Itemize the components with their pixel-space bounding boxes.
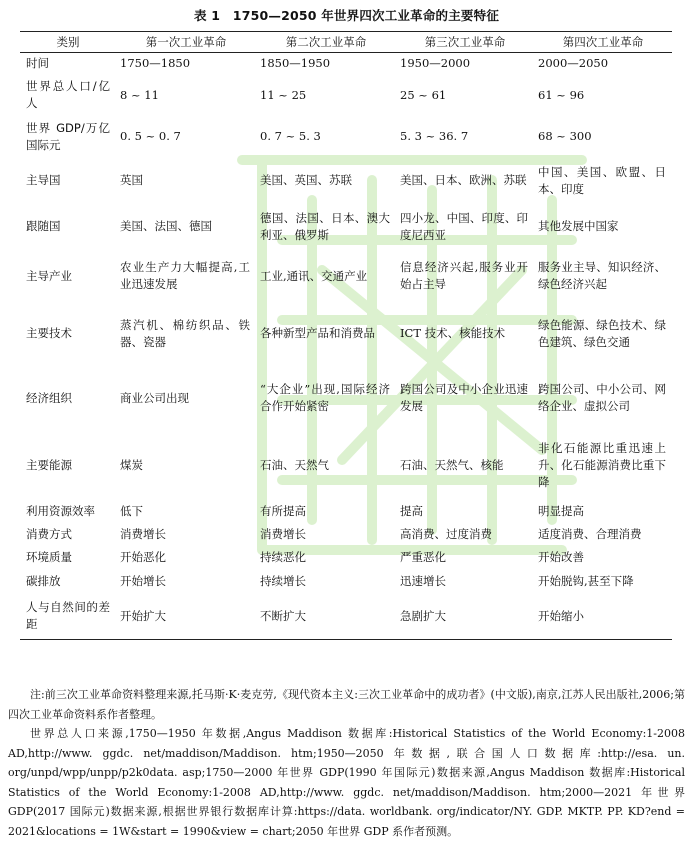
table-cell: 5. 3 ~ 36. 7: [400, 129, 469, 143]
table-cell: 信息经济兴起,服务业开始占主导: [400, 260, 528, 291]
table-cell: 11 ~ 25: [260, 87, 307, 102]
table-cell: 有所提高: [260, 503, 306, 518]
table-cell: 石油、天然气: [260, 458, 329, 472]
table-cell: 1850—1950: [260, 56, 331, 71]
table-cell: 严重恶化: [400, 549, 446, 564]
table-cell: 英国: [120, 173, 143, 187]
table-cell: 25 ~ 61: [400, 87, 447, 102]
table-row: [20, 116, 672, 158]
header-category: 类别: [56, 34, 80, 49]
table-cell: 服务业主导、知识经济、绿色经济兴起: [538, 260, 666, 291]
table-row: [20, 365, 672, 432]
table-cell: 61 ~ 96: [538, 87, 585, 102]
table-cell: 1950—2000: [400, 56, 471, 71]
table-cell: 持续恶化: [260, 549, 306, 564]
note-paragraph: 注:前三次工业革命资料整理来源,托马斯·K·麦克劳,《现代资本主义:三次工业革命中的成功者》(中文版),南京,江苏人民出版社,2006;第四次工业革命资料系作者整理。: [8, 688, 685, 721]
row-label: 时间: [26, 56, 49, 71]
table-cell: 急剧扩大: [400, 608, 446, 623]
table-cell: “大企业”出现,国际经济合作开始紧密: [260, 382, 390, 413]
table-notes: [8, 685, 685, 841]
table-cell: 其他发展中国家: [538, 219, 619, 233]
table-cell: 美国、英国、苏联: [260, 173, 352, 187]
table-cell: 高消费、过度消费: [400, 526, 492, 541]
table-cell: 蒸汽机、棉纺织品、铁器、瓷器: [120, 317, 250, 349]
table-row: [20, 75, 672, 116]
row-label: 人与自然间的差距: [26, 600, 110, 632]
row-label: 世界 GDP/万亿国际元: [26, 120, 110, 152]
table-row: [20, 303, 672, 365]
header-third-revolution: 第三次工业革命: [424, 34, 506, 49]
row-label: 利用资源效率: [26, 503, 95, 518]
table-cell: 德国、法国、日本、澳大利亚、俄罗斯: [260, 210, 390, 242]
table-row: [20, 53, 672, 75]
table-cell: 迅速增长: [400, 573, 446, 588]
table-header-row: [20, 32, 672, 53]
header-fourth-revolution: 第四次工业革命: [562, 34, 644, 49]
table-cell: 消费增长: [120, 526, 166, 541]
table-cell: 跨国公司、中小公司、网络企业、虚拟公司: [538, 382, 666, 413]
table-cell: 石油、天然气、核能: [400, 458, 504, 472]
row-label: 主导产业: [26, 268, 72, 283]
table-cell: 绿色能源、绿色技术、绿色建筑、绿色交通: [538, 317, 666, 349]
row-label: 世界总人口/亿人: [26, 79, 110, 110]
table-cell: 8 ~ 11: [120, 87, 159, 102]
row-label: 主要能源: [26, 458, 72, 472]
header-second-revolution: 第二次工业革命: [285, 34, 367, 49]
table-cell: 1750—1850: [120, 56, 191, 71]
table-cell: 0. 7 ~ 5. 3: [260, 129, 321, 143]
table-row: [20, 546, 672, 569]
table-row: [20, 523, 672, 546]
table-cell: 适度消费、合理消费: [538, 526, 642, 541]
table-cell: 68 ~ 300: [538, 129, 592, 143]
row-label: 经济组织: [26, 390, 72, 405]
table-cell: 开始脱钩,甚至下降: [538, 573, 634, 588]
table-row: [20, 500, 672, 523]
table-cell: 开始改善: [538, 549, 584, 564]
table-cell: 低下: [120, 503, 143, 518]
row-label: 碳排放: [26, 573, 61, 588]
table-cell: 美国、日本、欧洲、苏联: [400, 173, 527, 187]
table-cell: 不断扩大: [260, 608, 306, 623]
table-cell: 非化石能源比重迅速上升、化石能源消费比重下降: [538, 441, 666, 489]
table-row: [20, 250, 672, 303]
table-cell: 工业,通讯、交通产业: [260, 268, 368, 283]
table-cell: 开始增长: [120, 573, 166, 588]
table-cell: 0. 5 ~ 0. 7: [120, 129, 181, 143]
table-cell: 明显提高: [538, 503, 584, 518]
row-label: 环境质量: [26, 549, 72, 564]
table-row: [20, 594, 672, 640]
table-cell: 煤炭: [120, 458, 143, 472]
table-cell: 跨国公司及中小企业迅速发展: [400, 382, 528, 413]
table-cell: 中国、美国、欧盟、日本、印度: [538, 164, 666, 196]
table-row: [20, 569, 672, 594]
table-row: [20, 204, 672, 250]
table-cell: 持续增长: [260, 573, 306, 588]
row-label: 主要技术: [26, 326, 72, 340]
table-cell: 2000—2050: [538, 56, 609, 71]
table-cell: 四小龙、中国、印度、印度尼西亚: [400, 210, 528, 242]
table-row: [20, 158, 672, 204]
table-cell: 美国、法国、德国: [120, 219, 212, 233]
table-row: [20, 432, 672, 500]
table-cell: 开始缩小: [538, 608, 584, 623]
table-cell: 消费增长: [260, 526, 306, 541]
table-cell: 提高: [400, 503, 423, 518]
table-cell: 农业生产力大幅提高,工业迅速发展: [120, 260, 250, 291]
table-cell: 开始扩大: [120, 608, 166, 623]
header-first-revolution: 第一次工业革命: [145, 34, 227, 49]
table-cell: 商业公司出现: [120, 390, 189, 405]
note-paragraph: 世界总人口来源,1750—1950 年数据,Angus Maddison 数据库:Historical Statistics of the World Economy:1-2008 AD,http://www. ggdc. net/maddison/Maddison. htm;1950—2050 年数据,联合国人口数据库:http://esa. un. org/unpd/wpp/unpp/p2k0data. asp;1750—2000 年世界 GDP(1990 年国际元)数据来源,Angus Maddison 数据库:Historical Statistics of the World Economy:1-2008 AD,http://www. ggdc. net/maddison/Maddison. htm;2000—2021 年世界 GDP(2017 国际元)数据来源,根据世界银行数据库计算:https://data. worldbank. org/indicator/NY. GDP. MKTP. PP. KD?end = 2021&locations = 1W&start = 1990&view = chart;2050 年世界 GDP 系作者预测。: [8, 727, 685, 838]
row-label: 主导国: [26, 173, 61, 187]
table-caption: 表 1 1750—2050 年世界四次工业革命的主要特征: [193, 8, 500, 23]
table-cell: ICT 技术、核能技术: [400, 326, 506, 340]
row-label: 消费方式: [26, 526, 72, 541]
row-label: 跟随国: [26, 219, 61, 233]
table-cell: 各种新型产品和消费品: [260, 326, 375, 340]
table-cell: 开始恶化: [120, 549, 166, 564]
features-table: [20, 31, 672, 640]
